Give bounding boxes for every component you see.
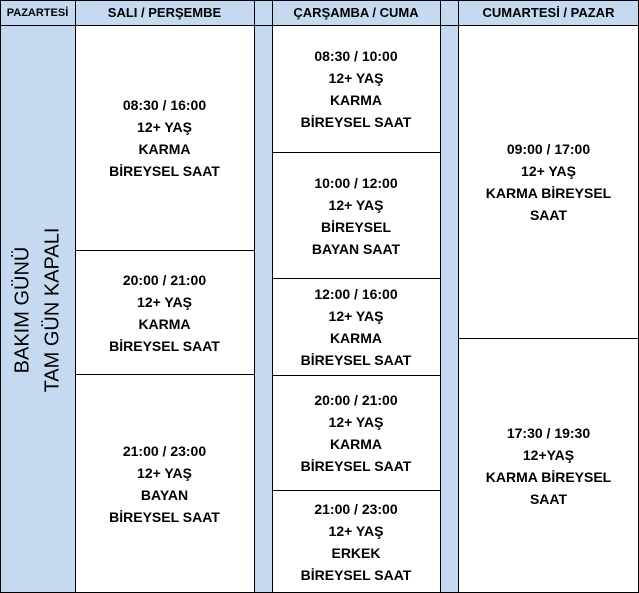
slot-time: 20:00 / 21:00 [122,271,207,288]
monday-note-line1: BAKIM GÜNÜ [11,246,34,373]
slot-desc: BİREYSEL SAAT [300,114,412,130]
column-tue-thu [75,26,254,593]
slot-desc: BİREYSEL SAAT [109,509,220,525]
slot-desc: BİREYSEL SAAT [300,567,412,583]
slot-age: 12+YAŞ [522,447,575,463]
header-sat-sun: CUMARTESİ / PAZAR [458,0,639,26]
grid-line [272,0,273,593]
slot-type: ERKEK [331,545,381,561]
slot-time: 08:30 / 16:00 [122,97,207,113]
slot-type: KARMA [138,141,191,157]
slot-time: 20:00 / 21:00 [314,392,398,408]
slot-age: 12+ YAŞ [328,70,384,86]
slot-age: 12+ YAŞ [328,196,384,213]
slot-type: KARMA [138,315,191,332]
slot-tue-thu-3 [75,375,254,593]
slot-wed-fri-1 [272,26,440,152]
slot-time: 21:00 / 23:00 [122,443,207,459]
monday-note-line2: TAM GÜN KAPALI [41,227,64,392]
slot-type: BİREYSEL [320,218,391,235]
slot-desc: BAYAN SAAT [311,240,401,257]
slot-type: KARMA [329,436,383,452]
slot-wed-fri-4 [272,376,440,490]
slot-age: 12+ YAŞ [137,293,192,310]
slot-desc: BİREYSEL SAAT [109,337,220,354]
slot-time: 10:00 / 12:00 [314,174,398,191]
slot-type: KARMA BİREYSEL [485,185,612,201]
header-monday: PAZARTESİ [0,0,75,26]
slot-time: 21:00 / 23:00 [314,501,398,517]
header-tue-thu: SALI / PERŞEMBE [75,0,254,26]
slot-tue-thu-2 [75,251,254,374]
slot-age: 12+ YAŞ [328,308,384,324]
slot-desc: BİREYSEL SAAT [300,458,412,474]
grid-line [75,0,76,593]
slot-type: BAYAN [140,487,189,503]
grid-line [458,0,459,593]
slot-wed-fri-5 [272,491,440,593]
header-gap-2 [440,0,458,26]
slot-time: 09:00 / 17:00 [506,141,591,157]
slot-time: 08:30 / 10:00 [314,48,398,64]
monday-closed-note [0,26,75,593]
header-gap-1 [254,0,272,26]
grid-line [0,0,639,1]
slot-sat-sun-1 [458,26,639,338]
slot-age: 12+ YAŞ [137,119,192,135]
slot-age: 12+ YAŞ [328,523,384,539]
slot-time: 12:00 / 16:00 [314,286,398,302]
slot-tue-thu-1 [75,26,254,250]
slot-age: 12+ YAŞ [137,465,192,481]
slot-type: KARMA [329,92,383,108]
slot-time: 17:30 / 19:30 [506,425,591,441]
column-sat-sun [458,26,639,593]
slot-desc: BİREYSEL SAAT [300,352,412,368]
header-wed-fri: ÇARŞAMBA / CUMA [272,0,440,26]
slot-desc: SAAT [529,207,568,223]
slot-sat-sun-2 [458,339,639,593]
grid-line [440,0,441,593]
column-wed-fri [272,26,440,593]
slot-age: 12+ YAŞ [328,414,384,430]
slot-type: KARMA BİREYSEL [485,469,612,485]
grid-line [254,0,255,593]
slot-type: KARMA [329,330,383,346]
slot-age: 12+ YAŞ [521,163,576,179]
slot-wed-fri-3 [272,279,440,375]
slot-wed-fri-2 [272,153,440,278]
slot-desc: BİREYSEL SAAT [109,163,220,179]
grid-line [0,0,1,593]
slot-desc: SAAT [529,491,568,507]
